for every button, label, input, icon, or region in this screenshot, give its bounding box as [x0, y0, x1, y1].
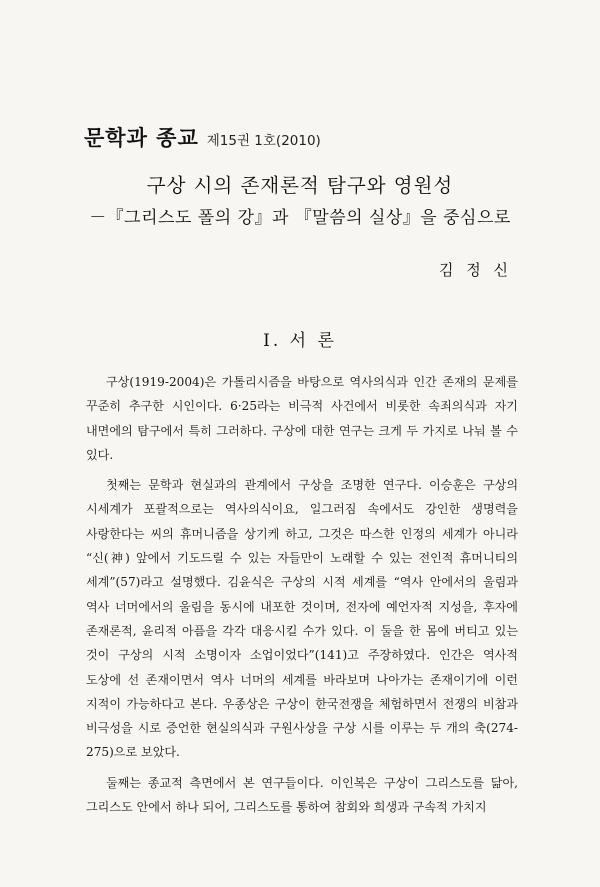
journal-name: 문학과 종교 — [84, 126, 199, 150]
body-text — [86, 370, 518, 825]
body-paragraph: 구상(1919-2004)은 가톨리시즘을 바탕으로 역사의식과 인간 존재의 문제를 꾸준히 추구한 시인이다. 6·25라는 비극적 사건에서 비롯한 속죄의식과 자기 내면에의 탐구에서 특히 그러하다. 구상에 대한 연구는 크게 두 가지로 나눠 볼 수 있다. — [86, 375, 518, 462]
journal-header — [84, 122, 321, 152]
section-heading: I. 서 론 — [263, 331, 337, 351]
body-paragraph: 둘째는 종교적 측면에서 본 연구들이다. 이인복은 구상이 그리스도를 닮아, 그리스도 안에서 하나 되어, 그리스도를 통하여 참회와 희생과 구속적 가치지 — [86, 775, 518, 815]
article-author: 김 정 신 — [438, 261, 512, 279]
article-subtitle: －『그리스도 폴의 강』과 『말씀의 실상』을 중심으로 — [89, 208, 511, 228]
body-paragraph: 첫째는 문학과 현실과의 관계에서 구상을 조명한 연구다. 이승훈은 구상의 시세계가 포괄적으로는 역사의식이요, 일그러짐 속에서도 강인한 생명력을 사랑한다는 씨의 휴머니즘을 상기케 하고, 그것은 따스한 인정의 세계가 아니라 “신(神) 앞에서 기도드릴 수 있는 자들만이 노래할 수 있는 전인적 휴머니티의 세계”(57)라고 설명했다. 김윤식은 구상의 시적 세계를 “역사 안에서의 울림과 역사 너머에서의 울림을 동시에 내포한 것이며, 전자에 예언자적 지성을, 후자에 존재론적, 윤리적 아픔을 각각 대응시킬 수가 있다. 이 둘을 한 몸에 버티고 있는 것이 구상의 시적 소명이자 소업이었다”(141)고 주장하였다. 인간은 역사적 도상에 선 존재이면서 역사 너머의 세계를 바라보며 나아가는 존재이기에 이런 지적이 가능하다고 본다. 우종상은 구상이 한국전쟁을 체험하면서 전쟁의 비참과 비극성을 시로 증언한 현실의식과 구원사상을 구상 시를 이루는 두 개의 축(274-275)으로 보았다. — [86, 478, 518, 760]
journal-issue: 제15권 1호(2010) — [206, 133, 321, 149]
article-title: 구상 시의 존재론적 탐구와 영원성 — [146, 174, 454, 197]
